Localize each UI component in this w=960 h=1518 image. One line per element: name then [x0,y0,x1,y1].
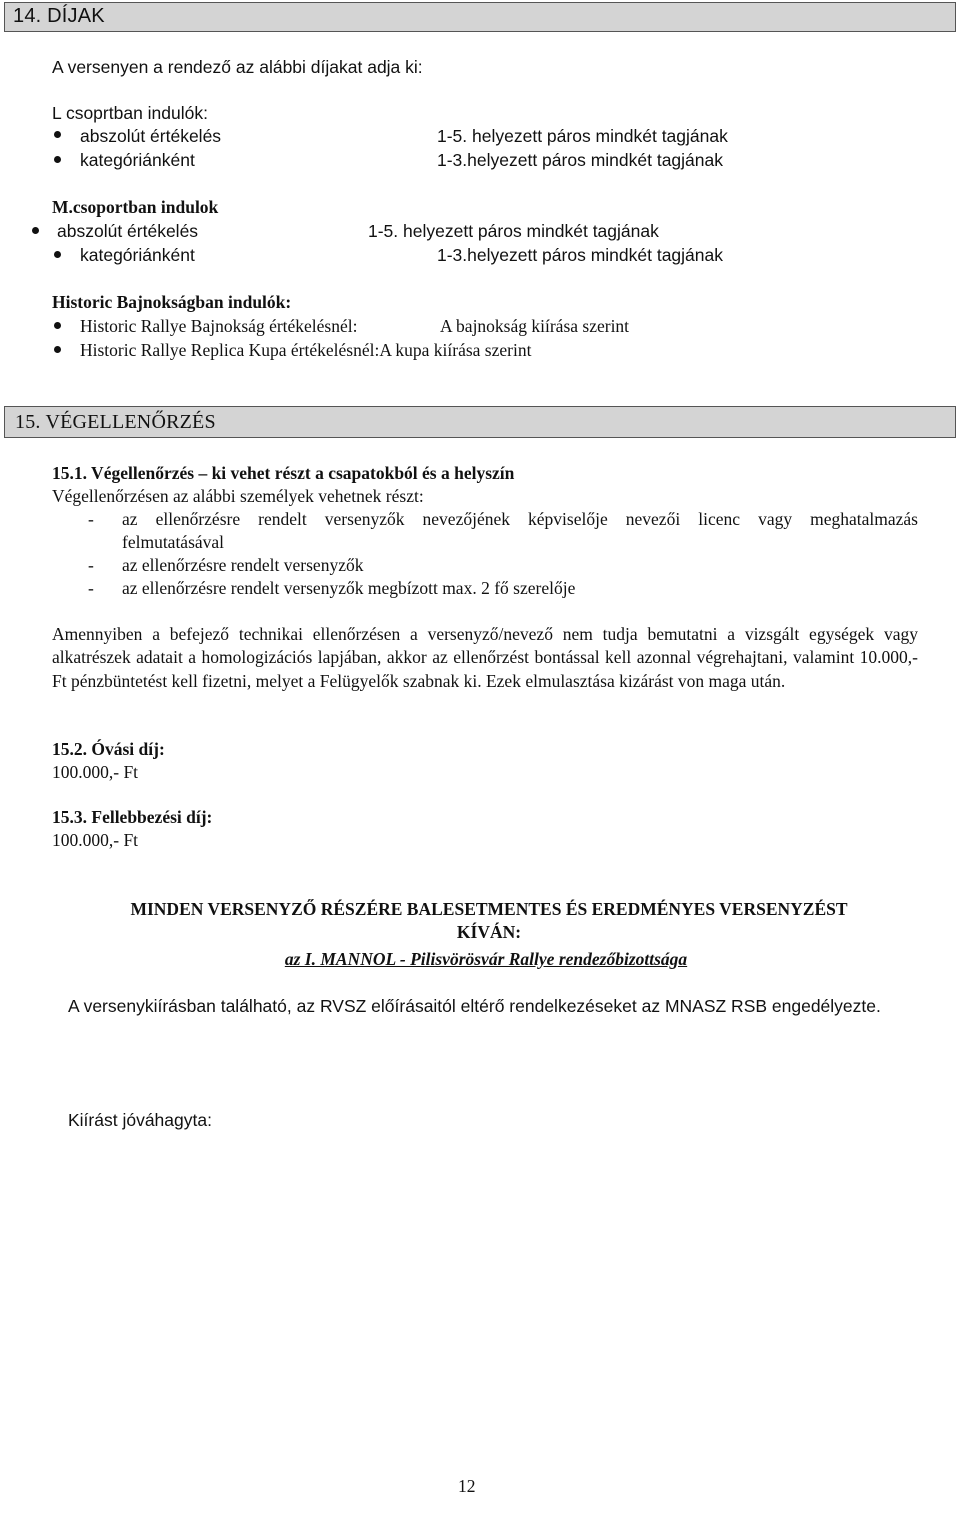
historic-item-label: Historic Rallye Bajnokság értékelésnél: [80,316,358,336]
bullet-icon [54,322,61,329]
inspection-item-1: az ellenőrzésre rendelt versenyzők nevezőjének képviselője nevezői licenc vagy meghatalmazás [122,509,918,529]
group-l-item-label: abszolút értékelés [80,126,222,146]
historic-heading: Historic Bajnokságban indulók: [52,292,292,312]
inspection-item-2: az ellenőrzésre rendelt versenyzők [122,555,364,575]
section-14-title: 14. DÍJAK [13,5,105,27]
group-m-item-value: 1-5. helyezett páros mindkét tagjának [368,221,659,241]
subsection-15-1-heading: 15.1. Végellenőrzés – ki vehet részt a csapatokból és a helyszín [52,463,515,483]
inspection-intro: Végellenőrzésen az alábbi személyek vehetnek részt: [52,486,424,506]
bullet-icon [54,131,61,138]
group-l-item-value: 1-5. helyezett páros mindkét tagjának [437,126,728,146]
approval-note: A versenykiírásban található, az RVSZ előírásaitól eltérő rendelkezéseket az MNASZ RSB engedélyezte. [68,996,881,1016]
section-14-header [4,2,956,32]
bullet-icon [54,346,61,353]
protest-fee-value: 100.000,- Ft [52,762,139,782]
dash-marker: - [88,578,94,598]
subsection-15-3-heading: 15.3. Fellebbezési díj: [52,807,213,827]
bullet-icon [54,156,61,163]
group-m-item-label: kategóriánként [80,245,195,265]
inspection-item-3: az ellenőrzésre rendelt versenyzők megbízott max. 2 fő szerelője [122,578,576,598]
group-l-item-value: 1-3.helyezett páros mindkét tagjának [437,150,723,170]
bullet-icon [54,251,61,258]
organizer-signature: az I. MANNOL - Pilisvörösvár Rallye rendezőbizottsága [284,949,688,969]
historic-item-value: A bajnokság kiírása szerint [440,316,630,336]
dash-marker: - [88,555,94,575]
group-l-item-label: kategóriánként [80,150,195,170]
group-m-item-label: abszolút értékelés [57,221,199,241]
awards-intro: A versenyen a rendező az alábbi díjakat adja ki: [52,57,423,77]
group-m-item-value: 1-3.helyezett páros mindkét tagjának [437,245,723,265]
closing-wish-line-1: MINDEN VERSENYZŐ RÉSZÉRE BALESETMENTES ÉS EREDMÉNYES VERSENYZÉST [130,899,848,919]
page-number: 12 [458,1476,476,1496]
dash-marker: - [88,509,94,529]
section-15-header [4,406,956,438]
section-15-title: 15. VÉGELLENŐRZÉS [15,411,216,433]
group-m-heading: M.csoportban indulok [52,197,219,217]
approved-by-label: Kiírást jóváhagyta: [68,1110,212,1130]
historic-item-2: Historic Rallye Replica Kupa értékelésnél:A kupa kiírása szerint [80,340,532,360]
subsection-15-2-heading: 15.2. Óvási díj: [52,739,165,759]
appeal-fee-value: 100.000,- Ft [52,830,139,850]
bullet-icon [32,227,39,234]
group-l-heading: L csoprtban indulók: [52,103,208,123]
closing-wish-line-2: KÍVÁN: [456,922,522,942]
inspection-paragraph: Amennyiben a befejező technikai ellenőrzésen a versenyző/nevező nem tudja bemutatni a vizsgált egységek vagy alkatrészek adatait a homologizációs lapjában, akkor az ellenőrzést bontással kell azonnal végrehajtani, valamint 10.000,- Ft pénzbüntetést kell fizetni, melyet a Felügyelők szabnak ki. Ezek elmulasztása kizárást von maga után. [52,624,918,691]
inspection-item-1-cont: felmutatásával [122,532,225,552]
